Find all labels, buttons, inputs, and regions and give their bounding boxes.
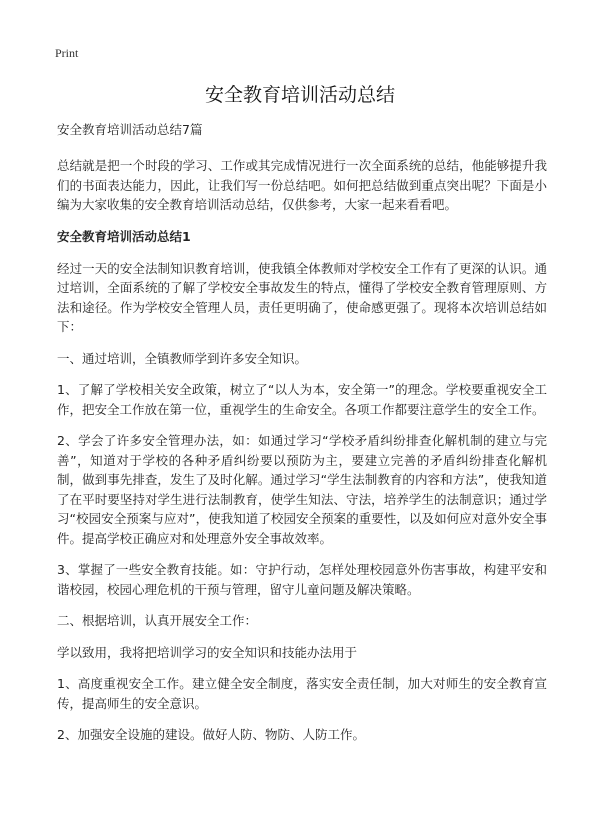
document-body [57,120,547,757]
paragraph: 1、了解了学校相关安全政策，树立了“以人为本，安全第一”的理念。学校要重视安全工作，把安全工作放在第一位，重视学生的生命安全。各项工作都要注意学生的安全工作。 [57,382,547,417]
section-heading: 安全教育培训活动总结1 [57,228,191,244]
document-subtitle: 安全教育培训活动总结7篇 [57,122,203,137]
paragraph: 2、学会了许多安全管理办法，如：如通过学习“学校矛盾纠纷排查化解机制的建立与完善”，知道对于学校的各种矛盾纠纷要以预防为主，要建立完善的矛盾纠纷排查化解机制，做到事先排查，发生了及时化解。通过学习“学生法制教育的内容和方法”，使我知道了在平时要坚持对学生进行法制教育，使学生知法、守法，培养学生的法制意识；通过学习“校园安全预案与应对”，使我知道了校园安全预案的重要性，以及如何应对意外安全事件。提高学校正确应对和处理意外安全事故效率。 [57,433,547,546]
paragraph: 一、通过培训，全镇教师学到许多安全知识。 [57,350,308,366]
paragraph: 3、掌握了一些安全教育技能。如：守护行动，怎样处理校园意外伤害事故，构建平安和谐校园，校园心理危机的干预与管理，留守儿童问题及解决策略。 [57,562,547,597]
paragraph: 二、根据培训，认真开展安全工作： [57,613,258,628]
paragraph: 2、加强安全设施的建设。做好人防、物防、人防工作。 [57,727,365,742]
paragraph: 经过一天的安全法制知识教育培训，使我镇全体教师对学校安全工作有了更深的认识。通过培训，全面系统的了解了学校安全事故发生的特点，懂得了学校安全教育管理原则、方法和途径。作为学校安全管理人员，责任更明确了，使命感更强了。现将本次培训总结如下： [57,260,547,334]
intro-paragraph: 总结就是把一个时段的学习、工作或其完成情况进行一次全面系统的总结，他能够提升我们的书面表达能力，因此，让我们写一份总结吧。如何把总结做到重点突出呢？下面是小编为大家收集的安全教育培训活动总结，仅供参考，大家一起来看看吧。 [57,158,547,212]
paragraph: 学以致用，我将把培训学习的安全知识和技能办法用于 [57,644,358,660]
document-title: 安全教育培训活动总结 [204,84,395,106]
print-link[interactable]: Print [55,46,79,60]
paragraph: 1、高度重视安全工作。建立健全安全制度，落实安全责任制，加大对师生的安全教育宣传，提高师生的安全意识。 [57,676,547,711]
